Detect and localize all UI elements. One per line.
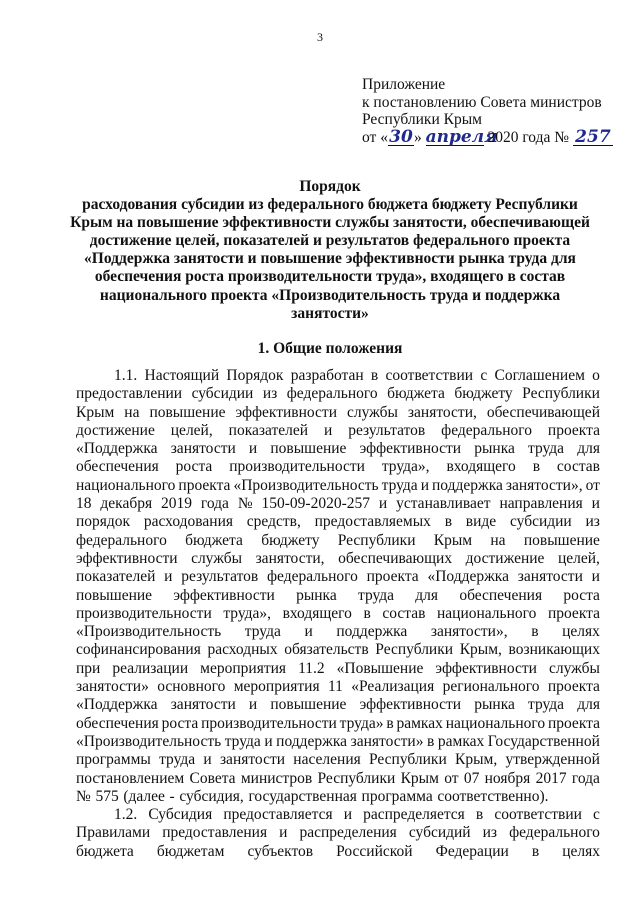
body-word: в xyxy=(363,604,371,622)
body-word: субсидий xyxy=(408,824,471,842)
body-word: 18 xyxy=(76,495,92,513)
body-word: рынка xyxy=(296,586,337,604)
body-word: проекта xyxy=(547,604,600,622)
appendix-block xyxy=(362,76,622,146)
body-word: и xyxy=(324,421,333,439)
body-word: в xyxy=(531,842,540,860)
body-word: федерального xyxy=(286,385,378,403)
body-word: эффективности xyxy=(435,659,537,677)
body-word: труда xyxy=(244,623,281,641)
body-word: и xyxy=(264,732,273,750)
body-word: из xyxy=(262,385,278,403)
body-word: Совета xyxy=(189,769,236,787)
body-line xyxy=(76,440,600,458)
body-word: «Производительность xyxy=(76,732,222,750)
body-word: в xyxy=(386,714,394,732)
body-word: бюджета xyxy=(185,531,243,549)
body-word: субсидии xyxy=(191,385,254,403)
body-word: эффективности xyxy=(173,586,275,604)
body-word: целей, xyxy=(170,421,213,439)
body-word: регионального xyxy=(442,678,540,696)
body-word: занятости, xyxy=(407,403,477,421)
body-word: в xyxy=(444,513,453,531)
body-word: «Реализация xyxy=(351,678,435,696)
body-word: в xyxy=(531,623,539,641)
body-word: показателей xyxy=(76,568,156,586)
body-word: субсидия, xyxy=(179,787,244,805)
body-word: 1.1. xyxy=(114,367,138,384)
body-line xyxy=(76,532,600,550)
date-prefix: от « xyxy=(362,128,388,146)
body-line xyxy=(76,770,600,788)
body-word: софинансирования xyxy=(76,641,201,659)
body-word: труда xyxy=(528,696,565,714)
body-word: постановлением xyxy=(76,769,185,787)
body-word: «Поддержка xyxy=(427,568,509,586)
body-word: Российской xyxy=(336,842,413,860)
body-word: 575 xyxy=(95,787,119,805)
body-word: распределения xyxy=(299,824,397,842)
body-line xyxy=(76,715,600,733)
body-line xyxy=(76,568,600,586)
body-line xyxy=(76,806,600,824)
body-word: из xyxy=(585,513,600,531)
body-word: достижение xyxy=(465,549,545,567)
body-word: роста xyxy=(161,714,199,732)
body-word: государственная xyxy=(248,787,357,805)
body-word: целей, xyxy=(557,549,600,567)
body-word: производительности xyxy=(201,714,337,732)
body-word: состав xyxy=(382,604,426,622)
body-word: национального xyxy=(76,476,176,494)
body-word: повышение xyxy=(76,586,153,604)
body-word: Настоящий xyxy=(144,367,220,384)
body-word: и xyxy=(378,495,388,513)
body-word: населения xyxy=(293,751,361,769)
body-word: целях xyxy=(562,842,600,860)
body-word: и xyxy=(591,495,600,513)
body-word: роста xyxy=(175,458,213,476)
body-word: Крым xyxy=(433,531,473,549)
body-word: для xyxy=(415,586,439,604)
date-separator: » xyxy=(413,128,422,146)
date-year: 2020 года № xyxy=(487,128,570,146)
body-word: и xyxy=(279,824,288,842)
body-word: и xyxy=(304,623,313,641)
body-word: «Поддержка xyxy=(76,696,158,714)
appendix-line: к постановлению Совета министров xyxy=(362,93,602,111)
body-word: роста xyxy=(563,586,600,604)
body-word: занятости xyxy=(170,696,236,714)
body-word: занятости» xyxy=(76,678,149,696)
body-line xyxy=(76,605,600,623)
body-word: 1.2. xyxy=(114,806,138,824)
body-word: о xyxy=(592,367,600,384)
body-word: и xyxy=(248,440,258,458)
body-word: программа xyxy=(361,787,433,805)
body-word: службы xyxy=(191,549,243,567)
body-word: проекта xyxy=(366,568,419,586)
body-word: эффективности xyxy=(359,440,462,458)
body-word: мероприятия xyxy=(200,659,287,677)
body-word: № xyxy=(76,787,91,805)
body-line xyxy=(76,367,600,385)
body-word: федерального xyxy=(267,568,358,586)
body-word: в xyxy=(370,367,379,384)
body-word: труда» xyxy=(339,714,384,732)
body-word: бюджетам xyxy=(156,842,225,860)
title-line: расходования субсидии из федерального бюджета бюджету Республики xyxy=(82,196,578,214)
body-word: производительности xyxy=(76,604,212,622)
title-lines xyxy=(60,196,600,323)
body-word: в xyxy=(532,458,541,476)
body-word: и xyxy=(420,476,429,494)
body-word: федерального xyxy=(441,421,532,439)
body-word: распределяется xyxy=(363,806,465,824)
body-word: труда xyxy=(357,586,395,604)
body-word: проекта xyxy=(547,678,600,696)
body-word: от xyxy=(444,769,459,787)
body-word: и xyxy=(203,751,212,769)
body-word: федерального xyxy=(76,531,167,549)
body-word: занятости xyxy=(170,440,236,458)
title-line: «Поддержка занятости и повышение эффективности рынка труда для xyxy=(84,250,576,268)
body-word: соответственно). xyxy=(437,787,549,805)
body-word: национального xyxy=(445,714,546,732)
body-word: - xyxy=(169,787,175,805)
body-word: входящего xyxy=(446,458,516,476)
body-word: 2017 xyxy=(535,769,567,787)
body-word: Крым, xyxy=(455,751,498,769)
body-word: бюджету xyxy=(454,385,513,403)
body-line xyxy=(76,696,600,714)
body-word: субсидии xyxy=(509,513,572,531)
body-word: повышение xyxy=(270,696,347,714)
body-word: виде xyxy=(465,513,497,531)
body-word: труда», xyxy=(223,604,271,622)
body-word: обеспечивающей xyxy=(486,403,600,421)
body-word: труда xyxy=(224,732,261,750)
body-word: от xyxy=(585,476,600,494)
body-word: субъектов xyxy=(247,842,314,860)
body-word: Республики xyxy=(369,751,447,769)
body-word: результатов xyxy=(181,568,259,586)
body-word: «Производительность xyxy=(233,476,379,494)
body-word: расходования xyxy=(143,513,233,531)
body-word: рынка xyxy=(474,696,515,714)
body-word: министров xyxy=(240,769,313,787)
body-word: утвержденной xyxy=(505,751,600,769)
body-line xyxy=(76,824,600,842)
body-word: труда xyxy=(528,440,565,458)
body-line xyxy=(76,385,600,403)
body-word: Крым xyxy=(400,769,439,787)
title-line: Крым на повышение эффективности службы занятости, обеспечивающей xyxy=(70,214,590,232)
body-word: 2019 xyxy=(161,495,192,513)
body-word: Федерации xyxy=(435,842,509,860)
appendix-line: Приложение xyxy=(362,76,446,93)
title-line: достижение целей, показателей и результатов федерального проекта xyxy=(89,232,571,250)
body-word: рынка xyxy=(474,440,515,458)
body-word: предоставляется xyxy=(223,806,333,824)
body-line xyxy=(76,513,600,531)
body-word: 11.2 xyxy=(298,659,325,677)
body-word: Порядок xyxy=(226,367,284,384)
body-word: года xyxy=(200,495,229,513)
body-word: национального xyxy=(436,604,537,622)
body-word: проекта xyxy=(547,714,600,732)
body-word: результатов xyxy=(348,421,426,439)
body-word: труда», xyxy=(381,458,430,476)
body-word: рамках xyxy=(396,714,443,732)
body-word: Республики xyxy=(317,769,396,787)
body-word: целях xyxy=(562,623,600,641)
body-word: 150-09-2020-257 xyxy=(261,495,371,513)
body-word: в xyxy=(427,732,435,750)
body-word: поддержка xyxy=(431,476,503,494)
title-heading: Порядок xyxy=(299,178,361,195)
body-word: основного xyxy=(157,678,226,696)
body-line xyxy=(76,477,600,495)
body-text xyxy=(76,367,600,861)
section-heading: 1. Общие положения xyxy=(257,340,403,357)
body-word: проекта xyxy=(178,476,231,494)
body-word: производительности xyxy=(229,458,365,476)
body-line xyxy=(76,751,600,769)
body-word: на xyxy=(490,531,506,549)
body-word: для xyxy=(577,696,600,714)
appendix-line: Республики Крым xyxy=(362,111,482,128)
body-word: достижение xyxy=(76,421,155,439)
body-word: рамках xyxy=(437,732,485,750)
body-word: года xyxy=(571,769,600,787)
body-word: занятости, xyxy=(255,549,325,567)
body-word: входящего xyxy=(282,604,352,622)
body-word: занятости», xyxy=(505,476,583,494)
body-word: программы xyxy=(76,751,151,769)
body-word: Крым, xyxy=(459,641,502,659)
body-word: занятости xyxy=(517,568,583,586)
body-word: разработан xyxy=(290,367,364,384)
body-word: в xyxy=(475,806,484,824)
body-word: Субсидия xyxy=(148,806,213,824)
body-word: занятости», xyxy=(430,623,508,641)
body-word: Соглашением xyxy=(494,367,585,384)
body-line xyxy=(76,422,600,440)
body-word: обеспечения xyxy=(76,714,159,732)
body-line xyxy=(76,660,600,678)
body-word: направления xyxy=(499,495,583,513)
body-line xyxy=(76,550,600,568)
page-number: 3 xyxy=(317,30,323,44)
body-word: обеспечения xyxy=(459,586,543,604)
body-word: повышение xyxy=(149,403,226,421)
body-line xyxy=(76,587,600,605)
body-line xyxy=(76,623,600,641)
body-line xyxy=(76,495,600,513)
body-word: с xyxy=(593,806,600,824)
body-word: порядок xyxy=(76,513,131,531)
body-word: «Производительность xyxy=(76,623,222,641)
body-word: и xyxy=(591,568,600,586)
body-word: устанавливает xyxy=(396,495,491,513)
body-word: Республики xyxy=(375,641,454,659)
body-word: эффективности xyxy=(76,549,178,567)
body-word: соответствии xyxy=(494,806,582,824)
body-line xyxy=(76,678,600,696)
body-word: поддержка xyxy=(336,623,408,641)
body-line xyxy=(76,458,600,476)
body-word: повышение xyxy=(270,440,347,458)
title-line: национального проекта «Производительность труда и поддержка xyxy=(99,286,561,304)
title-line: обеспечения роста производительности труда», входящего в состав xyxy=(94,268,566,286)
body-word: Правилами xyxy=(76,824,151,842)
body-word: обеспечивающих xyxy=(338,549,453,567)
body-word: реализации xyxy=(112,659,189,677)
body-word: бюджета xyxy=(387,385,445,403)
handwritten-day: 30 xyxy=(389,126,413,147)
body-word: обязательств xyxy=(284,641,369,659)
body-word: занятости xyxy=(219,751,286,769)
body-word: бюджета xyxy=(76,842,134,860)
body-word: на xyxy=(124,403,140,421)
body-word: из xyxy=(482,824,498,842)
body-word: с xyxy=(480,367,488,384)
body-word: поддержка xyxy=(276,732,348,750)
body-word: декабря xyxy=(100,495,153,513)
body-word: № xyxy=(237,495,253,513)
body-word: «Поддержка xyxy=(76,440,158,458)
body-word: эффективности xyxy=(359,696,462,714)
body-word: 11 xyxy=(327,678,343,696)
handwritten-month: апреля xyxy=(425,126,498,147)
body-word: и xyxy=(343,806,352,824)
title-line: занятости» xyxy=(291,304,369,322)
body-line xyxy=(76,843,600,861)
body-word: Государственной xyxy=(487,732,600,750)
body-word: и xyxy=(248,696,258,714)
body-line xyxy=(76,641,600,659)
body-word: мероприятия xyxy=(233,678,320,696)
body-word: Республики xyxy=(522,385,600,403)
body-word: при xyxy=(76,659,101,677)
body-word: ноября xyxy=(484,769,531,787)
document-title xyxy=(60,178,600,323)
body-word: бюджету xyxy=(261,531,320,549)
body-line xyxy=(76,733,600,751)
body-line xyxy=(76,404,600,422)
body-word: предоставляемых xyxy=(314,513,431,531)
body-word: соответствии xyxy=(385,367,474,384)
body-word: «Повышение xyxy=(336,659,424,677)
body-word: расходных xyxy=(207,641,278,659)
body-word: обеспечения xyxy=(76,458,159,476)
body-word: повышение xyxy=(523,531,600,549)
body-word: проекта xyxy=(547,421,600,439)
body-word: службы xyxy=(346,403,398,421)
body-word: (далее xyxy=(123,787,165,805)
body-word: Республики xyxy=(337,531,416,549)
body-word: состав xyxy=(556,458,600,476)
body-word: средств, xyxy=(246,513,301,531)
body-word: предоставления xyxy=(162,824,268,842)
body-word: и xyxy=(164,568,173,586)
handwritten-doc-number: 257 xyxy=(573,130,613,146)
body-word: федерального xyxy=(509,824,600,842)
body-word: для xyxy=(577,440,600,458)
body-word: возникающих xyxy=(508,641,600,659)
body-word: показателей xyxy=(228,421,309,439)
body-word: занятости» xyxy=(350,732,424,750)
appendix-date-line xyxy=(362,126,622,147)
body-word: службы xyxy=(548,659,600,677)
body-word: 07 xyxy=(463,769,480,787)
body-line xyxy=(76,788,600,806)
body-word: труда xyxy=(381,476,418,494)
body-word: Крым xyxy=(76,403,115,421)
body-word: эффективности xyxy=(235,403,337,421)
body-word: предоставлении xyxy=(76,385,183,403)
body-word: труда xyxy=(159,751,196,769)
